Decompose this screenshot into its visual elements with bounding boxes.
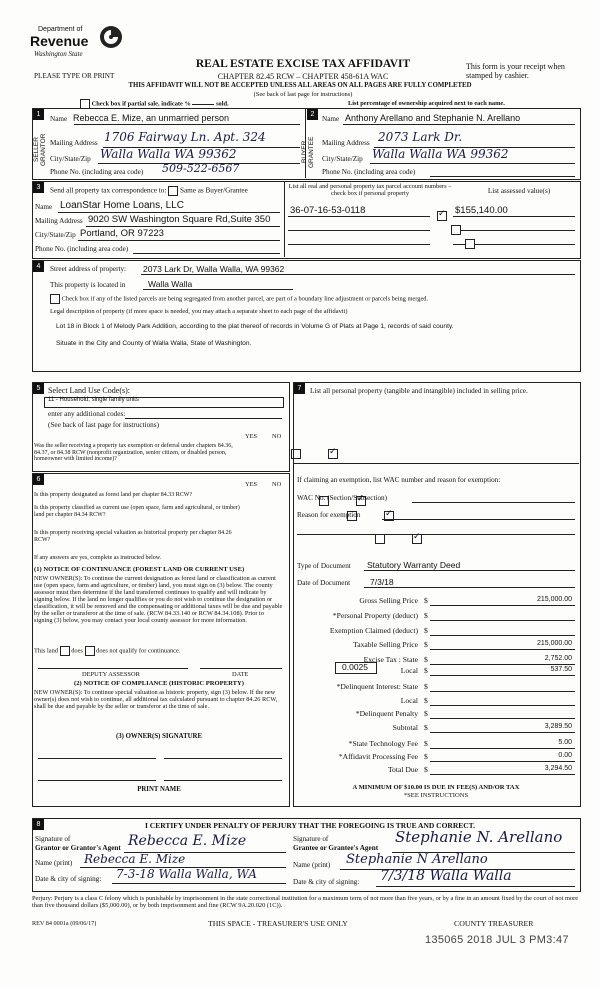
calc-row-label: Local	[400, 666, 418, 675]
doc-date-line	[364, 587, 575, 588]
section-4-badge: 4	[33, 261, 44, 272]
parcel-line	[288, 216, 430, 217]
s6-q2: Is this property classified as current use (open space, farm and agricultural, or timber) land per chapter 84.34 RCW?	[34, 505, 240, 518]
receipt-note: This form is your receipt when stamped by cashier.	[466, 62, 565, 81]
grantee-name-label: Name (print)	[293, 861, 331, 869]
doc-date-label: Date of Document	[297, 579, 351, 587]
calc-row-value[interactable]: 3,289.50	[544, 723, 572, 730]
county-treasurer: COUNTY TREASURER	[454, 919, 534, 928]
seller-phone-label: Phone No. (including area code)	[50, 168, 144, 176]
seller-name-label: Name	[50, 115, 68, 123]
s5-see-back: (See back of last page for instructions)	[48, 421, 159, 429]
seller-mailing-field[interactable]: 1706 Fairway Ln. Apt. 324	[104, 130, 266, 144]
calc-row-value[interactable]: 0.00	[558, 752, 572, 759]
section-5-badge: 5	[33, 383, 44, 394]
does-not-checkbox[interactable]	[85, 646, 95, 656]
section-1-badge: 1	[33, 109, 44, 120]
grantor-signature[interactable]: Rebecca E. Mize	[128, 833, 247, 849]
personal-property-checkbox[interactable]	[465, 239, 475, 249]
doc-type-field[interactable]: Statutory Warranty Deed	[367, 560, 461, 570]
calc-row-label: Subtotal	[392, 723, 418, 732]
dollar-sign: $	[424, 611, 428, 620]
buyer-name-field[interactable]: Anthony Arellano and Stephanie N. Arellano	[344, 113, 521, 123]
minimum-note: A MINIMUM OF $10.00 IS DUE IN FEE(S) AND/OR TAX	[352, 784, 520, 791]
section-2-badge: 2	[307, 109, 318, 120]
segregated-label: Check box if any of the listed parcels are being segregated from another parcel, are part of a boundary line adjustment or parcels being merged.	[61, 295, 429, 303]
buyer-name-row	[322, 113, 576, 123]
located-line	[143, 289, 293, 290]
logo-state: Washington State	[34, 50, 83, 58]
calc-row-label: *Delinquent Interest: State	[336, 682, 418, 691]
calc-row-line	[430, 635, 575, 636]
same-as-buyer-checkbox[interactable]	[168, 186, 178, 196]
calc-row-line	[430, 620, 575, 621]
seller-name-field[interactable]: Rebecca E. Mize, an unmarried person	[72, 113, 230, 123]
seller-name-line	[74, 124, 300, 125]
section-3-badge: 3	[33, 182, 44, 193]
doc-type-label: Type of Document	[297, 562, 351, 570]
this-land-row	[34, 646, 180, 656]
s3-city-label: City/State/Zip	[35, 231, 76, 239]
seller-side-label: SELLER GRANTOR	[33, 133, 47, 167]
s7-divider	[293, 463, 579, 464]
dollar-sign: $	[424, 682, 428, 691]
print-name-line	[38, 780, 156, 781]
buyer-phone-line	[430, 176, 575, 177]
grantee-name[interactable]: Stephanie N Arellano	[346, 852, 488, 867]
does-checkbox[interactable]	[60, 646, 70, 656]
cashier-stamp: 135065 2018 JUL 3 PM3:47	[425, 934, 569, 946]
print-name-line	[164, 780, 282, 781]
perjury-note: Perjury: Perjury is a class C felony which is punishable by imprisonment in the state correctional institution for a maximum term of not more than five years, or by a fine in an amount fixed by the court of not more than five thousand dollars ($5,000.00), or by both imprisonment and fine (RCW 9A.20.020 (1C)).	[32, 895, 579, 910]
does-not-label: does not qualify for continuance.	[96, 647, 181, 655]
s6-h3: (3) OWNER(S) SIGNATURE	[116, 733, 202, 740]
calc-row-label: Excise Tax : State	[363, 655, 418, 664]
date-line	[200, 668, 282, 669]
calc-row-label: Taxable Selling Price	[353, 640, 418, 649]
partial-sale-label: Check box if partial sale, indicate %	[91, 100, 191, 108]
assessed-header: List assessed value(s)	[487, 187, 551, 195]
wac-line	[412, 502, 575, 503]
calc-row-line	[430, 691, 575, 692]
buyer-phone-label: Phone No. (including area code)	[322, 168, 416, 176]
calc-row-label: Total Due	[387, 765, 418, 774]
calc-row-value[interactable]: 215,000.00	[536, 596, 572, 603]
personal-property-checkbox[interactable]	[437, 211, 447, 221]
revenue-logo-icon	[98, 24, 124, 50]
calc-row-value[interactable]: 215,000.00	[536, 640, 572, 647]
wac-label: WAC No. (Section/Subsection)	[297, 494, 388, 502]
additional-codes-label: enter any additional codes:	[48, 410, 126, 418]
dollar-sign: $	[424, 596, 428, 605]
calc-row-line	[430, 748, 575, 749]
doc-date-field[interactable]: 7/3/18	[370, 577, 394, 587]
s6-h2: (2) NOTICE OF COMPLIANCE (HISTORIC PROPERTY)	[74, 680, 244, 687]
s5-yes: YES	[245, 433, 258, 440]
dollar-sign: $	[424, 709, 428, 718]
s3-mailing-field[interactable]: 9020 SW Washington Square Rd,Suite 350	[88, 214, 271, 225]
dollar-sign: $	[424, 765, 428, 774]
located-field[interactable]: Walla Walla	[148, 279, 193, 289]
see-back-note: (See back of last page for instructions)	[253, 91, 353, 98]
divider	[284, 181, 285, 257]
s3-city-field[interactable]: Portland, OR 97223	[80, 228, 164, 239]
send-correspondence-row	[50, 186, 248, 196]
section-7-badge: 7	[294, 383, 305, 394]
s3-name-label: Name	[35, 203, 53, 211]
legal-desc-2[interactable]: Situate in the City and County of Walla Walla, State of Washington.	[56, 340, 252, 347]
reason-line	[382, 519, 575, 520]
parcel-header: List all real and personal property tax parcel account numbers – check box if personal property	[288, 183, 452, 198]
deputy-label: DEPUTY ASSESSOR	[82, 671, 140, 678]
doc-type-line	[364, 570, 575, 571]
calc-row-label: *Affidavit Processing Fee	[338, 752, 418, 761]
street-field[interactable]: 2073 Lark Dr, Walla Walla, WA 99362	[143, 264, 285, 274]
see-instr-note: *SEE INSTRUCTIONS	[403, 792, 469, 799]
list-personal: List all personal property (tangible and intangible) included in selling price.	[310, 387, 528, 395]
s6-p1: NEW OWNER(S): To continue the current designation as forest land or classification as current use (open space, farm and agriculture, or timber) land, you must sign on (3) below. The county assessor must then determine if the land transferred continues to qualify and will indicate by signing below. If the land no longer qualifies or you do not wish to continue the designation or classification, it will be removed and the compensating or additional taxes will be due and payable by the seller or transferor at the time of sale. (RCW 84.33.140 or RCW 84.34.108). Prior to signing (3) below, you may contact your local county assessor for more information.	[34, 575, 283, 625]
dollar-sign: $	[424, 739, 428, 748]
calc-row-value[interactable]: 5.00	[558, 739, 572, 746]
seller-city-label: City/State/Zip	[50, 155, 91, 163]
dollar-sign: $	[424, 626, 428, 635]
dollar-sign: $	[424, 655, 428, 664]
seller-phone-field[interactable]: 509-522-6567	[162, 162, 240, 175]
calc-row-line	[430, 605, 575, 606]
grantee-date-line	[376, 886, 575, 887]
s6-q3: Is this property receiving special valuation as historical property per chapter 84.26 RCW?	[34, 530, 232, 543]
parcel-field[interactable]: 36-07-16-53-0118	[290, 205, 366, 216]
section-4-box	[32, 260, 581, 372]
section-6-box	[32, 473, 290, 807]
seller-mailing-label: Mailing Address	[50, 139, 98, 147]
seller-name-row	[50, 113, 300, 123]
s3-mailing-label: Mailing Address	[35, 217, 83, 225]
calc-row-label: *Personal Property (deduct)	[332, 611, 418, 620]
legal-desc-1[interactable]: Lot 18 in Block 1 of Melody Park Addition, according to the plat thereof of records in Volume G of Plats at Page 1, records of said county.	[56, 323, 454, 330]
exemption-question: Was the seller receiving a property tax exemption or deferral under chapters 84.36, 84.37, or 84.38 RCW (nonprofit organization, senior citizen, or disabled person, homeowner with limited income)?	[34, 443, 233, 463]
grantor-date-city[interactable]: 7-3-18 Walla Walla, WA	[116, 867, 257, 881]
s5-no: NO	[272, 433, 282, 440]
additional-codes-line	[125, 418, 282, 419]
section-8-badge: 8	[33, 819, 44, 830]
sold-label: sold.	[216, 100, 229, 108]
s6-p2: NEW OWNER(S): To continue special valuation as historic property, sign (3) below. If the new owner(s) does not wish to continue, all additional tax calculated pursuant to chapter 84.26 RCW, shall be due and payable by the seller or transferor at the time of sale.	[34, 689, 278, 711]
calc-row-label: Exemption Claimed (deduct)	[329, 626, 418, 635]
grantor-date-line	[112, 883, 286, 884]
calc-row-line	[430, 718, 575, 719]
section-6-badge: 6	[33, 474, 44, 485]
buyer-mailing-field[interactable]: 2073 Lark Dr.	[378, 130, 463, 144]
reason-line	[297, 534, 575, 535]
calc-row-value[interactable]: 537.50	[550, 666, 572, 673]
calc-row-line	[430, 761, 575, 762]
s6-h1: (1) NOTICE OF CONTINUANCE (FOREST LAND OR CURRENT USE)	[34, 566, 245, 573]
type-or-print: PLEASE TYPE OR PRINT	[34, 72, 115, 80]
calc-row-label: Local	[400, 696, 418, 705]
dollar-sign: $	[424, 666, 428, 675]
calc-row-line	[430, 664, 575, 665]
assessed-field[interactable]: $155,140.00	[455, 205, 508, 216]
buyer-mailing-label: Mailing Address	[322, 139, 370, 147]
calc-row-label: Gross Selling Price	[359, 596, 418, 605]
rev-code: REV 84 0001a (09/06/17)	[32, 920, 97, 927]
grantee-signature[interactable]: Stephanie N. Arellano	[395, 828, 563, 846]
this-land-label: This land	[34, 647, 58, 655]
s6-no: NO	[272, 481, 282, 488]
grantor-date-label: Date & city of signing:	[35, 875, 102, 883]
logo-revenue: Revenue	[30, 33, 89, 49]
dollar-sign: $	[424, 723, 428, 732]
form-title: REAL ESTATE EXCISE TAX AFFIDAVIT	[195, 58, 411, 70]
s6-if-yes: If any answers are yes, complete as instructed below.	[34, 555, 162, 561]
does-label: does	[71, 647, 83, 655]
same-as-label: Same as Buyer/Grantee	[179, 186, 248, 195]
revenue-logo	[22, 22, 132, 67]
form-notice: THIS AFFIDAVIT WILL NOT BE ACCEPTED UNLESS ALL AREAS ON ALL PAGES ARE FULLY COMPLETED	[128, 82, 472, 89]
grantee-date-city[interactable]: 7/3/18 Walla Walla	[380, 868, 512, 884]
buyer-city-field[interactable]: Walla Walla WA 99362	[372, 147, 509, 161]
dollar-sign: $	[424, 752, 428, 761]
calc-row-line	[430, 732, 575, 733]
s3-name-line	[58, 212, 280, 213]
dollar-sign: $	[424, 640, 428, 649]
legal-label: Legal description of property (if more space is needed, you may attach a separate sheet to each page of the affidavit)	[50, 308, 348, 315]
street-line	[141, 274, 575, 275]
segregated-row	[50, 294, 570, 304]
calc-row-label: *State Technology Fee	[348, 739, 418, 748]
calc-row-line	[430, 705, 575, 706]
s3-phone-label: Phone No. (including area code)	[35, 245, 129, 253]
send-label: Send all property tax correspondence to:	[50, 186, 167, 195]
land-use-code[interactable]: 11 - Household, single family units	[48, 397, 139, 403]
logo-dept: Department of	[38, 26, 83, 33]
seller-city-field[interactable]: Walla Walla WA 99362	[100, 147, 237, 161]
calc-row-line	[430, 675, 575, 676]
segregated-checkbox[interactable]	[50, 294, 60, 304]
buyer-name-label: Name	[322, 115, 340, 123]
assessed-line	[453, 230, 575, 231]
calc-row-value[interactable]: 3,294.50	[544, 765, 572, 772]
deputy-line	[38, 668, 188, 669]
owner-sig-line	[164, 758, 282, 759]
s3-city-line	[78, 240, 280, 241]
buyer-side-label: BUYER GRANTEE	[301, 136, 315, 168]
street-label: Street address of property:	[50, 265, 127, 273]
s6-print-name: PRINT NAME	[137, 786, 181, 793]
located-label: This property is located in	[50, 281, 126, 289]
s3-name-field[interactable]: LoanStar Home Loans, LLC	[60, 200, 184, 211]
grantor-agent-label: Grantor or Grantor's Agent	[35, 844, 121, 852]
buyer-city-label: City/State/Zip	[322, 155, 363, 163]
local-rate[interactable]: 0.0025	[342, 662, 368, 672]
s3-mailing-line	[86, 226, 280, 227]
grantee-sig-label-a: Signature of	[293, 835, 329, 843]
parcel-line	[288, 230, 430, 231]
s6-q1: Is this property designated as forest land per chapter 84.33 RCW?	[34, 492, 193, 498]
grantee-agent-label: Grantee or Grantee's Agent	[293, 844, 379, 852]
calc-row-value[interactable]: 2,752.00	[544, 655, 572, 662]
parcel-line	[288, 244, 430, 245]
s3-phone-line	[133, 253, 280, 254]
grantor-sig-label-a: Signature of	[35, 835, 71, 843]
buyer-name-line	[343, 124, 575, 125]
calc-row-line	[430, 649, 575, 650]
s6-yes: YES	[245, 481, 258, 488]
form-chapter: CHAPTER 82.45 RCW – CHAPTER 458-61A WAC	[217, 72, 389, 81]
certify-statement: I CERTIFY UNDER PENALTY OF PERJURY THAT THE FOREGOING IS TRUE AND CORRECT.	[144, 821, 475, 830]
ownership-pct-note: List percentage of ownership acquired next to each name.	[348, 100, 505, 107]
treasurer-space: THIS SPACE - TREASURER'S USE ONLY	[208, 919, 348, 928]
personal-property-checkbox[interactable]	[451, 225, 461, 235]
assessed-line	[453, 216, 575, 217]
grantor-name-label: Name (print)	[35, 859, 73, 867]
exemption-q: If claiming an exemption, list WAC number and reason for exemption:	[297, 476, 501, 484]
dollar-sign: $	[424, 696, 428, 705]
calc-row-label: *Delinquent Penalty	[355, 709, 418, 718]
s5-title: Select Land Use Code(s):	[48, 386, 130, 395]
grantee-date-label: Date & city of signing:	[293, 878, 360, 886]
owner-sig-line	[38, 758, 156, 759]
calc-row-line	[430, 774, 575, 775]
buyer-city-line	[370, 163, 575, 164]
grantor-name[interactable]: Rebecca E. Mize	[84, 852, 186, 866]
date-label: DATE	[232, 671, 249, 678]
reason-label: Reason for exemption	[297, 511, 361, 519]
